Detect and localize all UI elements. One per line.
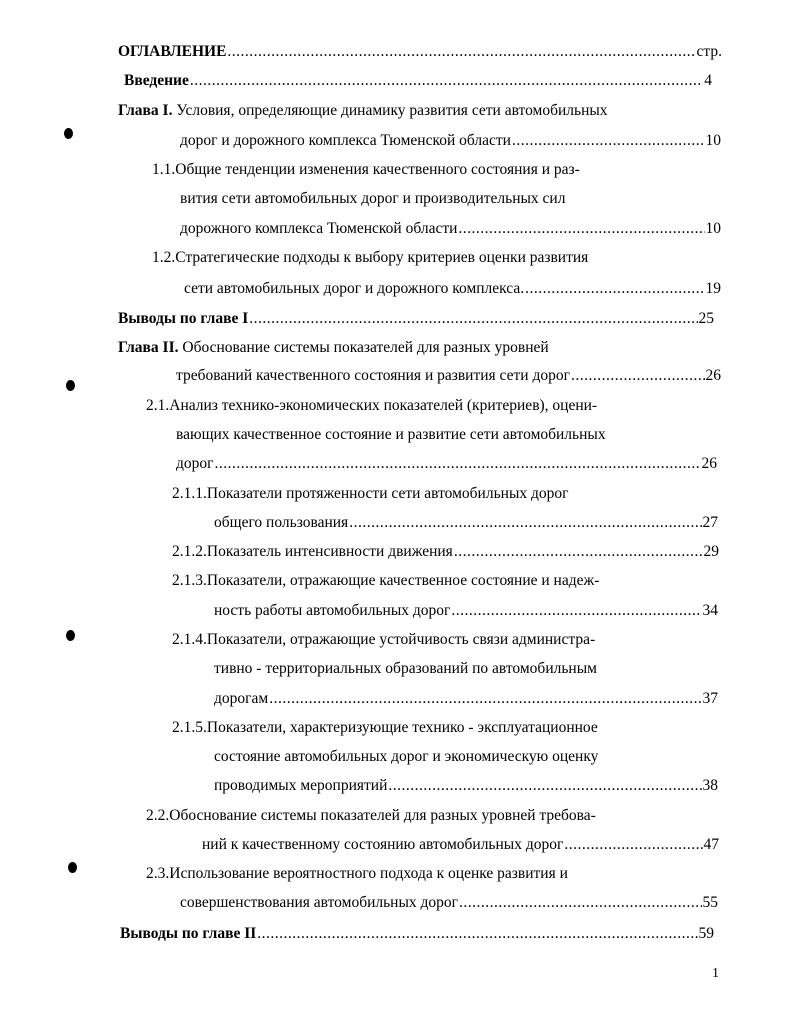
section-title: 2.3.Использование вероятностного подхода к оценке развития и <box>146 865 568 882</box>
section-title: 1.1.Общие тенденции изменения качественного состояния и раз- <box>152 161 580 178</box>
section-title-cont: вающих качественное состояние и развитие сети автомобильных <box>176 426 606 443</box>
chapter-title-cont: требований качественного состояния и развития сети дорог <box>176 367 570 384</box>
toc-entry-label: Выводы по главе I <box>118 310 249 327</box>
toc-entry-label: Введение <box>124 72 189 89</box>
toc-entry-page: 25 <box>698 310 714 327</box>
section-title: 2.1.2.Показатель интенсивности движения <box>172 543 453 560</box>
chapter-prefix: Глава II. <box>118 339 179 356</box>
page-number: 1 <box>712 966 719 981</box>
toc-chapter-1-line-2[interactable] <box>180 131 721 151</box>
toc-chapter-2-line-2[interactable] <box>176 366 721 386</box>
section-title-cont: ний к качественному состоянию автомобильных дорог <box>202 836 564 853</box>
toc-section-2-3-line-2[interactable] <box>180 893 718 913</box>
toc-conclusions-1[interactable] <box>118 309 714 329</box>
toc-entry-page: 34 <box>702 602 718 619</box>
section-title: 2.1.3.Показатели, отражающие качественное состояние и надеж- <box>172 572 600 589</box>
toc-entry-page: 37 <box>702 690 718 707</box>
toc-entry-page: 26 <box>701 455 717 472</box>
toc-section-2-1-line-3[interactable] <box>176 454 717 474</box>
section-title: 1.2.Стратегические подходы к выбору критериев оценки развития <box>152 249 589 266</box>
section-title: 2.1.1.Показатели протяженности сети автомобильных дорог <box>172 485 569 502</box>
section-title-cont: вития сети автомобильных дорог и производительных сил <box>180 190 566 207</box>
toc-section-1-2-line-1[interactable] <box>152 248 588 268</box>
toc-section-2-1-3-line-2[interactable] <box>214 601 718 621</box>
toc-section-2-1-4-line-2[interactable] <box>214 659 597 679</box>
section-title-cont: дорогам <box>214 690 269 707</box>
dot-leader <box>249 309 697 329</box>
dot-leader <box>451 601 701 621</box>
toc-title: ОГЛАВЛЕНИЕ <box>118 43 227 60</box>
scan-blot <box>66 630 75 641</box>
toc-section-2-1-line-2[interactable] <box>176 425 606 445</box>
toc-entry-page: 47 <box>703 836 719 853</box>
toc-section-1-2-line-2[interactable] <box>184 279 721 299</box>
dot-leader <box>512 131 705 151</box>
toc-section-1-1-line-2[interactable] <box>180 189 565 209</box>
dot-leader <box>215 454 701 474</box>
scan-blot <box>64 128 73 139</box>
toc-section-2-1-5-line-1[interactable] <box>172 718 598 738</box>
toc-section-2-1-4-line-1[interactable] <box>172 630 595 650</box>
toc-title-row <box>118 42 722 62</box>
section-title-cont: тивно - территориальных образований по автомобильным <box>214 660 597 677</box>
dot-leader <box>459 893 701 913</box>
toc-section-2-1-3-line-1[interactable] <box>172 571 599 591</box>
section-title-cont: проводимых мероприятий <box>214 777 388 794</box>
toc-entry-page: 55 <box>702 894 718 911</box>
toc-conclusions-2[interactable] <box>120 924 714 944</box>
section-title-cont: дорог <box>176 455 214 472</box>
toc-entry-label: Выводы по главе II <box>120 925 257 942</box>
toc-chapter-2-line-1[interactable] <box>118 338 549 358</box>
toc-section-2-1-2[interactable] <box>172 542 719 562</box>
toc-section-2-2-line-2[interactable] <box>202 835 719 855</box>
toc-section-2-1-1-line-2[interactable] <box>214 513 718 533</box>
toc-entry-page: 59 <box>698 925 714 942</box>
section-title-cont: ность работы автомобильных дорог <box>214 602 451 619</box>
section-title-cont: сети автомобильных дорог и дорожного комплекса. <box>184 280 525 297</box>
toc-section-2-2-line-1[interactable] <box>146 806 596 826</box>
toc-section-2-1-5-line-2[interactable] <box>214 747 598 767</box>
dot-leader <box>388 776 701 796</box>
section-title-cont: состояние автомобильных дорог и экономическую оценку <box>214 748 599 765</box>
toc-section-2-1-4-line-3[interactable] <box>214 689 718 709</box>
toc-section-1-1-line-1[interactable] <box>152 160 580 180</box>
dot-leader <box>564 835 702 855</box>
section-title: 2.1.5.Показатели, характеризующие технико - эксплуатационное <box>172 719 598 736</box>
toc-page-column-label: стр. <box>696 43 722 60</box>
toc-section-1-1-line-3[interactable] <box>180 219 721 239</box>
toc-entry-page: 4 <box>704 72 712 89</box>
chapter-prefix: Глава I. <box>118 102 173 119</box>
section-title-cont: дорожного комплекса Тюменской области <box>180 220 458 237</box>
chapter-title: Обоснование системы показателей для разных уровней <box>178 339 549 356</box>
toc-entry-page: 10 <box>705 132 721 149</box>
dot-leader <box>349 513 701 533</box>
toc-section-2-1-5-line-3[interactable] <box>214 776 718 796</box>
toc-entry-intro[interactable] <box>124 71 712 91</box>
dot-leader <box>458 219 704 239</box>
dot-leader <box>190 71 703 91</box>
scan-blot <box>66 380 75 391</box>
dot-leader <box>227 42 695 62</box>
toc-entry-page: 10 <box>705 220 721 237</box>
dot-leader <box>571 366 705 386</box>
section-title: 2.1.4.Показатели, отражающие устойчивость связи администра- <box>172 631 596 648</box>
toc-entry-page: 19 <box>705 280 721 297</box>
chapter-title-cont: дорог и дорожного комплекса Тюменской области <box>180 132 511 149</box>
dot-leader <box>257 924 697 944</box>
section-title-cont: общего пользования <box>214 514 349 531</box>
toc-entry-page: 38 <box>702 777 718 794</box>
toc-entry-page: 27 <box>702 514 718 531</box>
toc-entry-page: 26 <box>705 367 721 384</box>
dot-leader <box>269 689 701 709</box>
section-title: 2.1.Анализ технико-экономических показателей (критериев), оцени- <box>146 397 598 414</box>
toc-section-2-3-line-1[interactable] <box>146 864 568 884</box>
toc-section-2-1-line-1[interactable] <box>146 396 597 416</box>
toc-entry-page: 29 <box>703 543 719 560</box>
dot-leader <box>454 542 703 562</box>
section-title: 2.2.Обоснование системы показателей для разных уровней требова- <box>146 807 596 824</box>
section-title-cont: совершенствования автомобильных дорог <box>180 894 459 911</box>
scan-blot <box>68 862 77 873</box>
dot-leader <box>525 279 704 299</box>
toc-section-2-1-1-line-1[interactable] <box>172 484 568 504</box>
chapter-title: Условия, определяющие динамику развития сети автомобильных <box>172 102 608 119</box>
toc-chapter-1-line-1[interactable] <box>118 101 608 121</box>
